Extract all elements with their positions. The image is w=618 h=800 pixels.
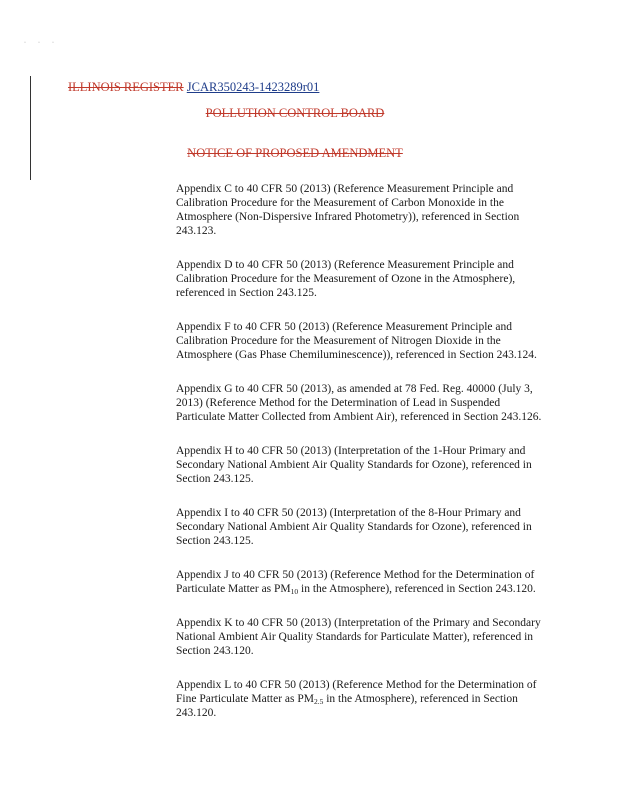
register-header [68, 80, 319, 95]
list-item [176, 444, 542, 486]
register-struck-text: ILLINOIS REGISTER [68, 80, 184, 94]
entry-text: Appendix K to 40 CFR 50 (2013) (Interpretation of the Primary and Secondary National Ambient Air Quality Standards for Particulate Matter), referenced in Section 243.120. [176, 617, 541, 657]
entry-text: Appendix D to 40 CFR 50 (2013) (Reference Measurement Principle and Calibration Procedure for the Measurement of Ozone in the Atmosphere), referenced in Section 243.125. [176, 259, 516, 299]
entry-text: Appendix F to 40 CFR 50 (2013) (Reference Measurement Principle and Calibration Procedure for the Measurement of Nitrogen Dioxide in the Atmosphere (Gas Phase Chemiluminescence)), referenced in Section 243.124. [176, 321, 537, 361]
register-inserted-text: JCAR350243-1423289r01 [186, 80, 320, 94]
list-item [176, 678, 542, 720]
subscript: 10 [290, 587, 299, 596]
board-heading [0, 106, 604, 121]
notice-title: NOTICE OF PROPOSED AMENDMENT [187, 146, 403, 160]
list-item [176, 182, 542, 238]
subscript: 2.5 [313, 697, 324, 706]
entry-text: Appendix C to 40 CFR 50 (2013) (Reference Measurement Principle and Calibration Procedure for the Measurement of Carbon Monoxide in the Atmosphere (Non-Dispersive Infrared Photometry)), referenced in Section 243.123. [176, 183, 520, 237]
notice-heading [0, 146, 604, 161]
entry-text: Appendix G to 40 CFR 50 (2013), as amended at 78 Fed. Reg. 40000 (July 3, 2013) (Reference Method for the Determination of Lead in Suspended Particulate Matter Collected from Ambient Air), referenced in Section 243.126. [176, 383, 542, 423]
entry-text-after: in the Atmosphere), referenced in Section 243.120. [176, 693, 518, 719]
list-item [176, 568, 542, 596]
list-item [176, 382, 542, 424]
reference-list [176, 182, 542, 740]
list-item [176, 258, 542, 300]
entry-text: Appendix I to 40 CFR 50 (2013) (Interpretation of the 8-Hour Primary and Secondary National Ambient Air Quality Standards for Ozone), referenced in Section 243.125. [176, 507, 532, 547]
entry-text-after: in the Atmosphere), referenced in Section 243.120. [298, 583, 536, 595]
change-bar [30, 76, 31, 180]
scan-specks: ··· [24, 40, 66, 46]
list-item [176, 320, 542, 362]
list-item [176, 506, 542, 548]
board-title: POLLUTION CONTROL BOARD [205, 106, 385, 120]
entry-text: Appendix H to 40 CFR 50 (2013) (Interpretation of the 1-Hour Primary and Secondary National Ambient Air Quality Standards for Ozone), referenced in Section 243.125. [176, 445, 532, 485]
entry-text-before: Appendix J to 40 CFR 50 (2013) (Reference Method for the Determination of Particulate Matter as PM [176, 569, 535, 595]
list-item [176, 616, 542, 658]
entry-text-before: Appendix L to 40 CFR 50 (2013) (Reference Method for the Determination of Fine Particulate Matter as PM [176, 679, 537, 705]
